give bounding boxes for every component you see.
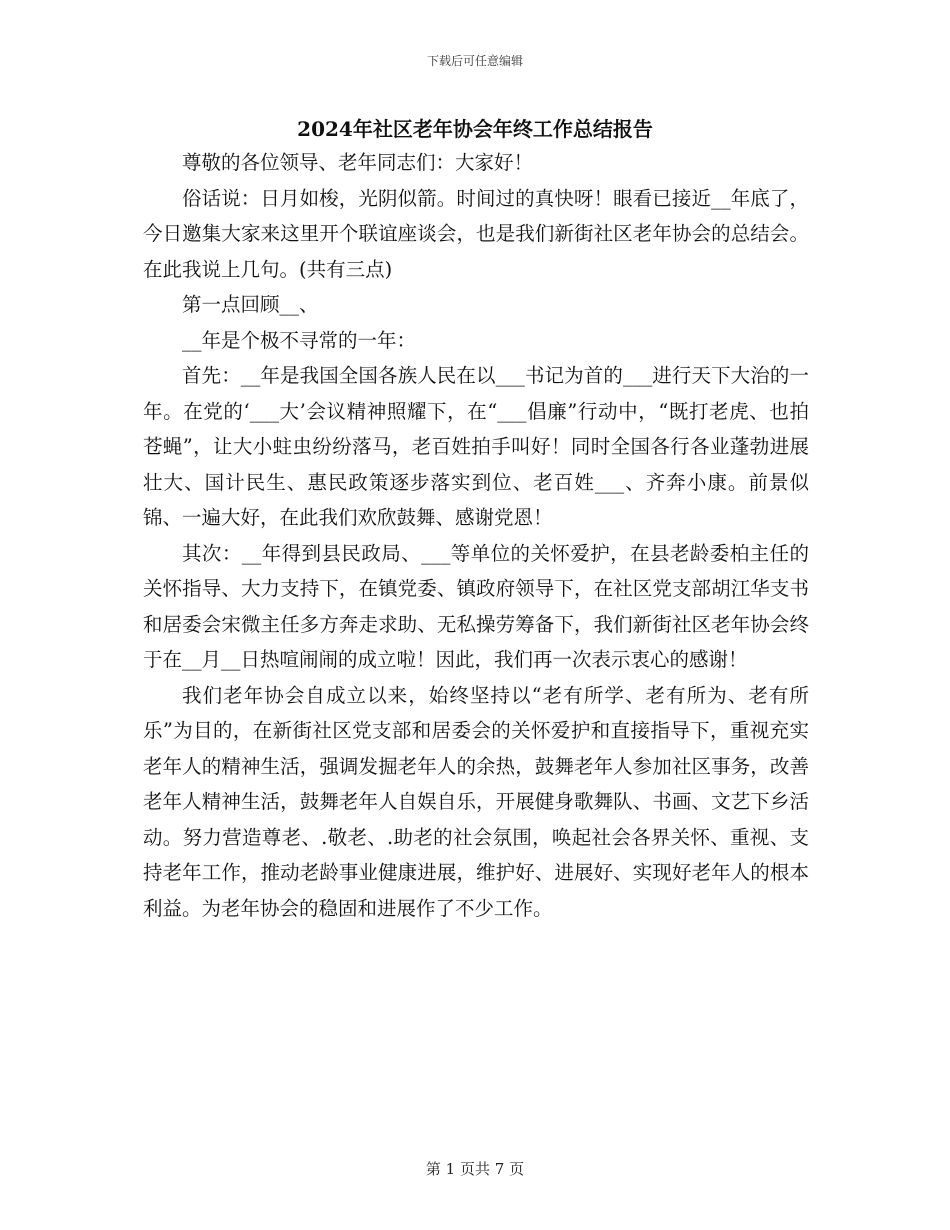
document-title: 2024年社区老年协会年终工作总结报告	[297, 117, 653, 141]
second-point-paragraph: 其次：__年得到县民政局、___等单位的关怀爱护，在县老龄委柏主任的关怀指导、大力支持下，在镇党委、镇政府领导下，在社区党支部胡江华支书和居委会宋微主任多方奔走求助、无私操劳筹备下，我们新街社区老年协会终于在__月__日热喧闹闹的成立啦！因此，我们再一次表示衷心的感谢！	[143, 541, 809, 671]
greeting-paragraph: 尊敬的各位领导、老年同志们：大家好！	[182, 151, 534, 174]
association-work-paragraph: 我们老年协会自成立以来，始终坚持以“老有所学、老有所为、老有所乐”为目的，在新街社区党支部和居委会的关怀爱护和直接指导下，重视充实老年人的精神生活，强调发掘老年人的余热，鼓舞老年人参加社区事务，改善老年人精神生活，鼓舞老年人自娱自乐，开展健身歌舞队、书画、文艺下乡活动。努力营造尊老、.敬老、.助老的社会氛围，唤起社会各界关怀、重视、支持老年工作，推动老龄事业健康进展，维护好、进展好、实现好老年人的根本利益。为老年协会的稳固和进展作了不少工作。	[143, 683, 809, 920]
first-point-paragraph: 首先：__年是我国全国各族人民在以___书记为首的___进行天下大治的一年。在党的‘___大’会议精神照耀下，在“___倡廉”行动中，“既打老虎、也拍苍蝇”，让大小蛀虫纷纷落马，老百姓拍手叫好！同时全国各行各业蓬勃进展壮大、国计民生、惠民政策逐步落实到位、老百姓___、齐奔小康。前景似锦、一遍大好，在此我们欢欣鼓舞、感谢党恩！	[143, 364, 809, 529]
header-note: 下载后可任意编辑	[426, 54, 523, 68]
section-heading-review: 第一点回顾__、	[182, 293, 319, 316]
intro-paragraph: 俗话说：日月如梭，光阴似箭。时间过的真快呀！眼看已接近__年底了，今日邀集大家来这里开个联谊座谈会，也是我们新街社区老年协会的总结会。在此我说上几句。(共有三点)	[143, 186, 809, 281]
document-body	[143, 145, 809, 926]
year-summary-line: __年是个极不寻常的一年：	[182, 328, 417, 352]
page-number: 第 1 页共 7 页	[425, 1160, 525, 1178]
